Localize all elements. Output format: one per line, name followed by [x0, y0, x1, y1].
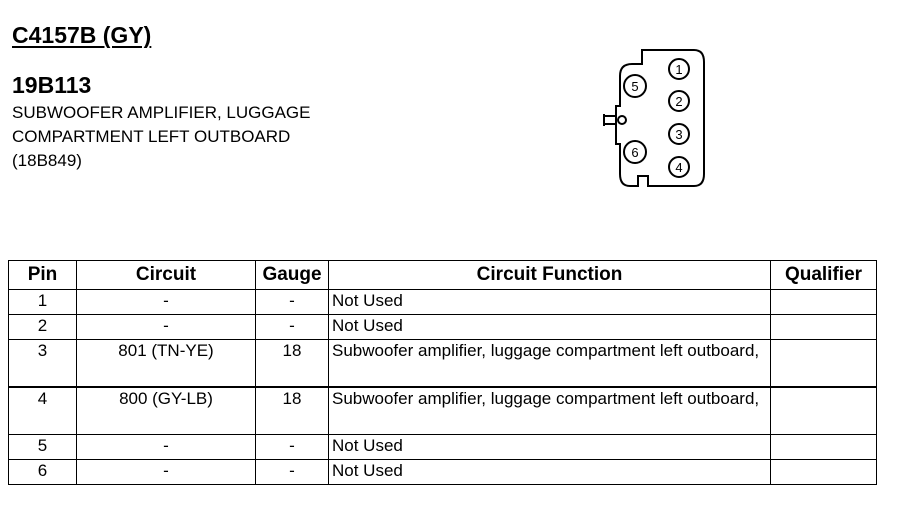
- pin-cell: 6: [9, 460, 77, 485]
- table-row: [9, 340, 877, 388]
- pin-cell: 5: [9, 435, 77, 460]
- table-row: [9, 435, 877, 460]
- function-cell: Not Used: [329, 460, 771, 485]
- pin-cell: 3: [9, 340, 77, 388]
- latch-tab-end: [618, 116, 626, 124]
- pin-2-label: 2: [675, 94, 683, 109]
- description-line: SUBWOOFER AMPLIFIER, LUGGAGE: [12, 103, 311, 122]
- qualifier-cell: [771, 387, 877, 435]
- function-cell: Subwoofer amplifier, luggage compartment left outboard,: [329, 387, 771, 435]
- connector-face-diagram: [596, 46, 708, 192]
- pin-6-label: 6: [631, 145, 639, 160]
- qualifier-cell: [771, 435, 877, 460]
- qualifier-cell: [771, 460, 877, 485]
- part-number: 19B113: [12, 72, 92, 98]
- function-cell: Subwoofer amplifier, luggage compartment left outboard,: [329, 340, 771, 388]
- connector-title: C4157B (GY): [12, 22, 152, 48]
- pin-3-label: 3: [675, 127, 683, 142]
- function-cell: Not Used: [329, 290, 771, 315]
- latch-tab: [604, 114, 616, 126]
- table-row: [9, 387, 877, 435]
- gauge-cell: -: [256, 315, 329, 340]
- circuit-cell: 801 (TN-YE): [77, 340, 256, 388]
- pin-1-label: 1: [675, 62, 683, 77]
- qualifier-cell: [771, 315, 877, 340]
- circuit-cell: -: [77, 460, 256, 485]
- table-row: [9, 315, 877, 340]
- header-circuit-function: Circuit Function: [329, 261, 771, 290]
- gauge-cell: 18: [256, 340, 329, 388]
- function-cell: Not Used: [329, 435, 771, 460]
- gauge-cell: -: [256, 290, 329, 315]
- table-row: [9, 460, 877, 485]
- table-header-row: [9, 261, 877, 290]
- component-description: [12, 101, 311, 173]
- circuit-cell: -: [77, 435, 256, 460]
- pin-cell: 2: [9, 315, 77, 340]
- function-cell: Not Used: [329, 315, 771, 340]
- gauge-cell: -: [256, 460, 329, 485]
- gauge-cell: 18: [256, 387, 329, 435]
- gauge-cell: -: [256, 435, 329, 460]
- pin-4-label: 4: [675, 160, 683, 175]
- pinout-table: [8, 260, 877, 485]
- header-gauge: Gauge: [256, 261, 329, 290]
- header-pin: Pin: [9, 261, 77, 290]
- circuit-cell: 800 (GY-LB): [77, 387, 256, 435]
- header-circuit: Circuit: [77, 261, 256, 290]
- connector-housing: [616, 50, 704, 186]
- qualifier-cell: [771, 290, 877, 315]
- pin-cell: 4: [9, 387, 77, 435]
- description-line: COMPARTMENT LEFT OUTBOARD: [12, 127, 291, 146]
- circuit-cell: -: [77, 315, 256, 340]
- header-qualifier: Qualifier: [771, 261, 877, 290]
- pin-cell: 1: [9, 290, 77, 315]
- table-row: [9, 290, 877, 315]
- circuit-cell: -: [77, 290, 256, 315]
- qualifier-cell: [771, 340, 877, 388]
- description-line: (18B849): [12, 151, 82, 170]
- pin-5-label: 5: [631, 79, 639, 94]
